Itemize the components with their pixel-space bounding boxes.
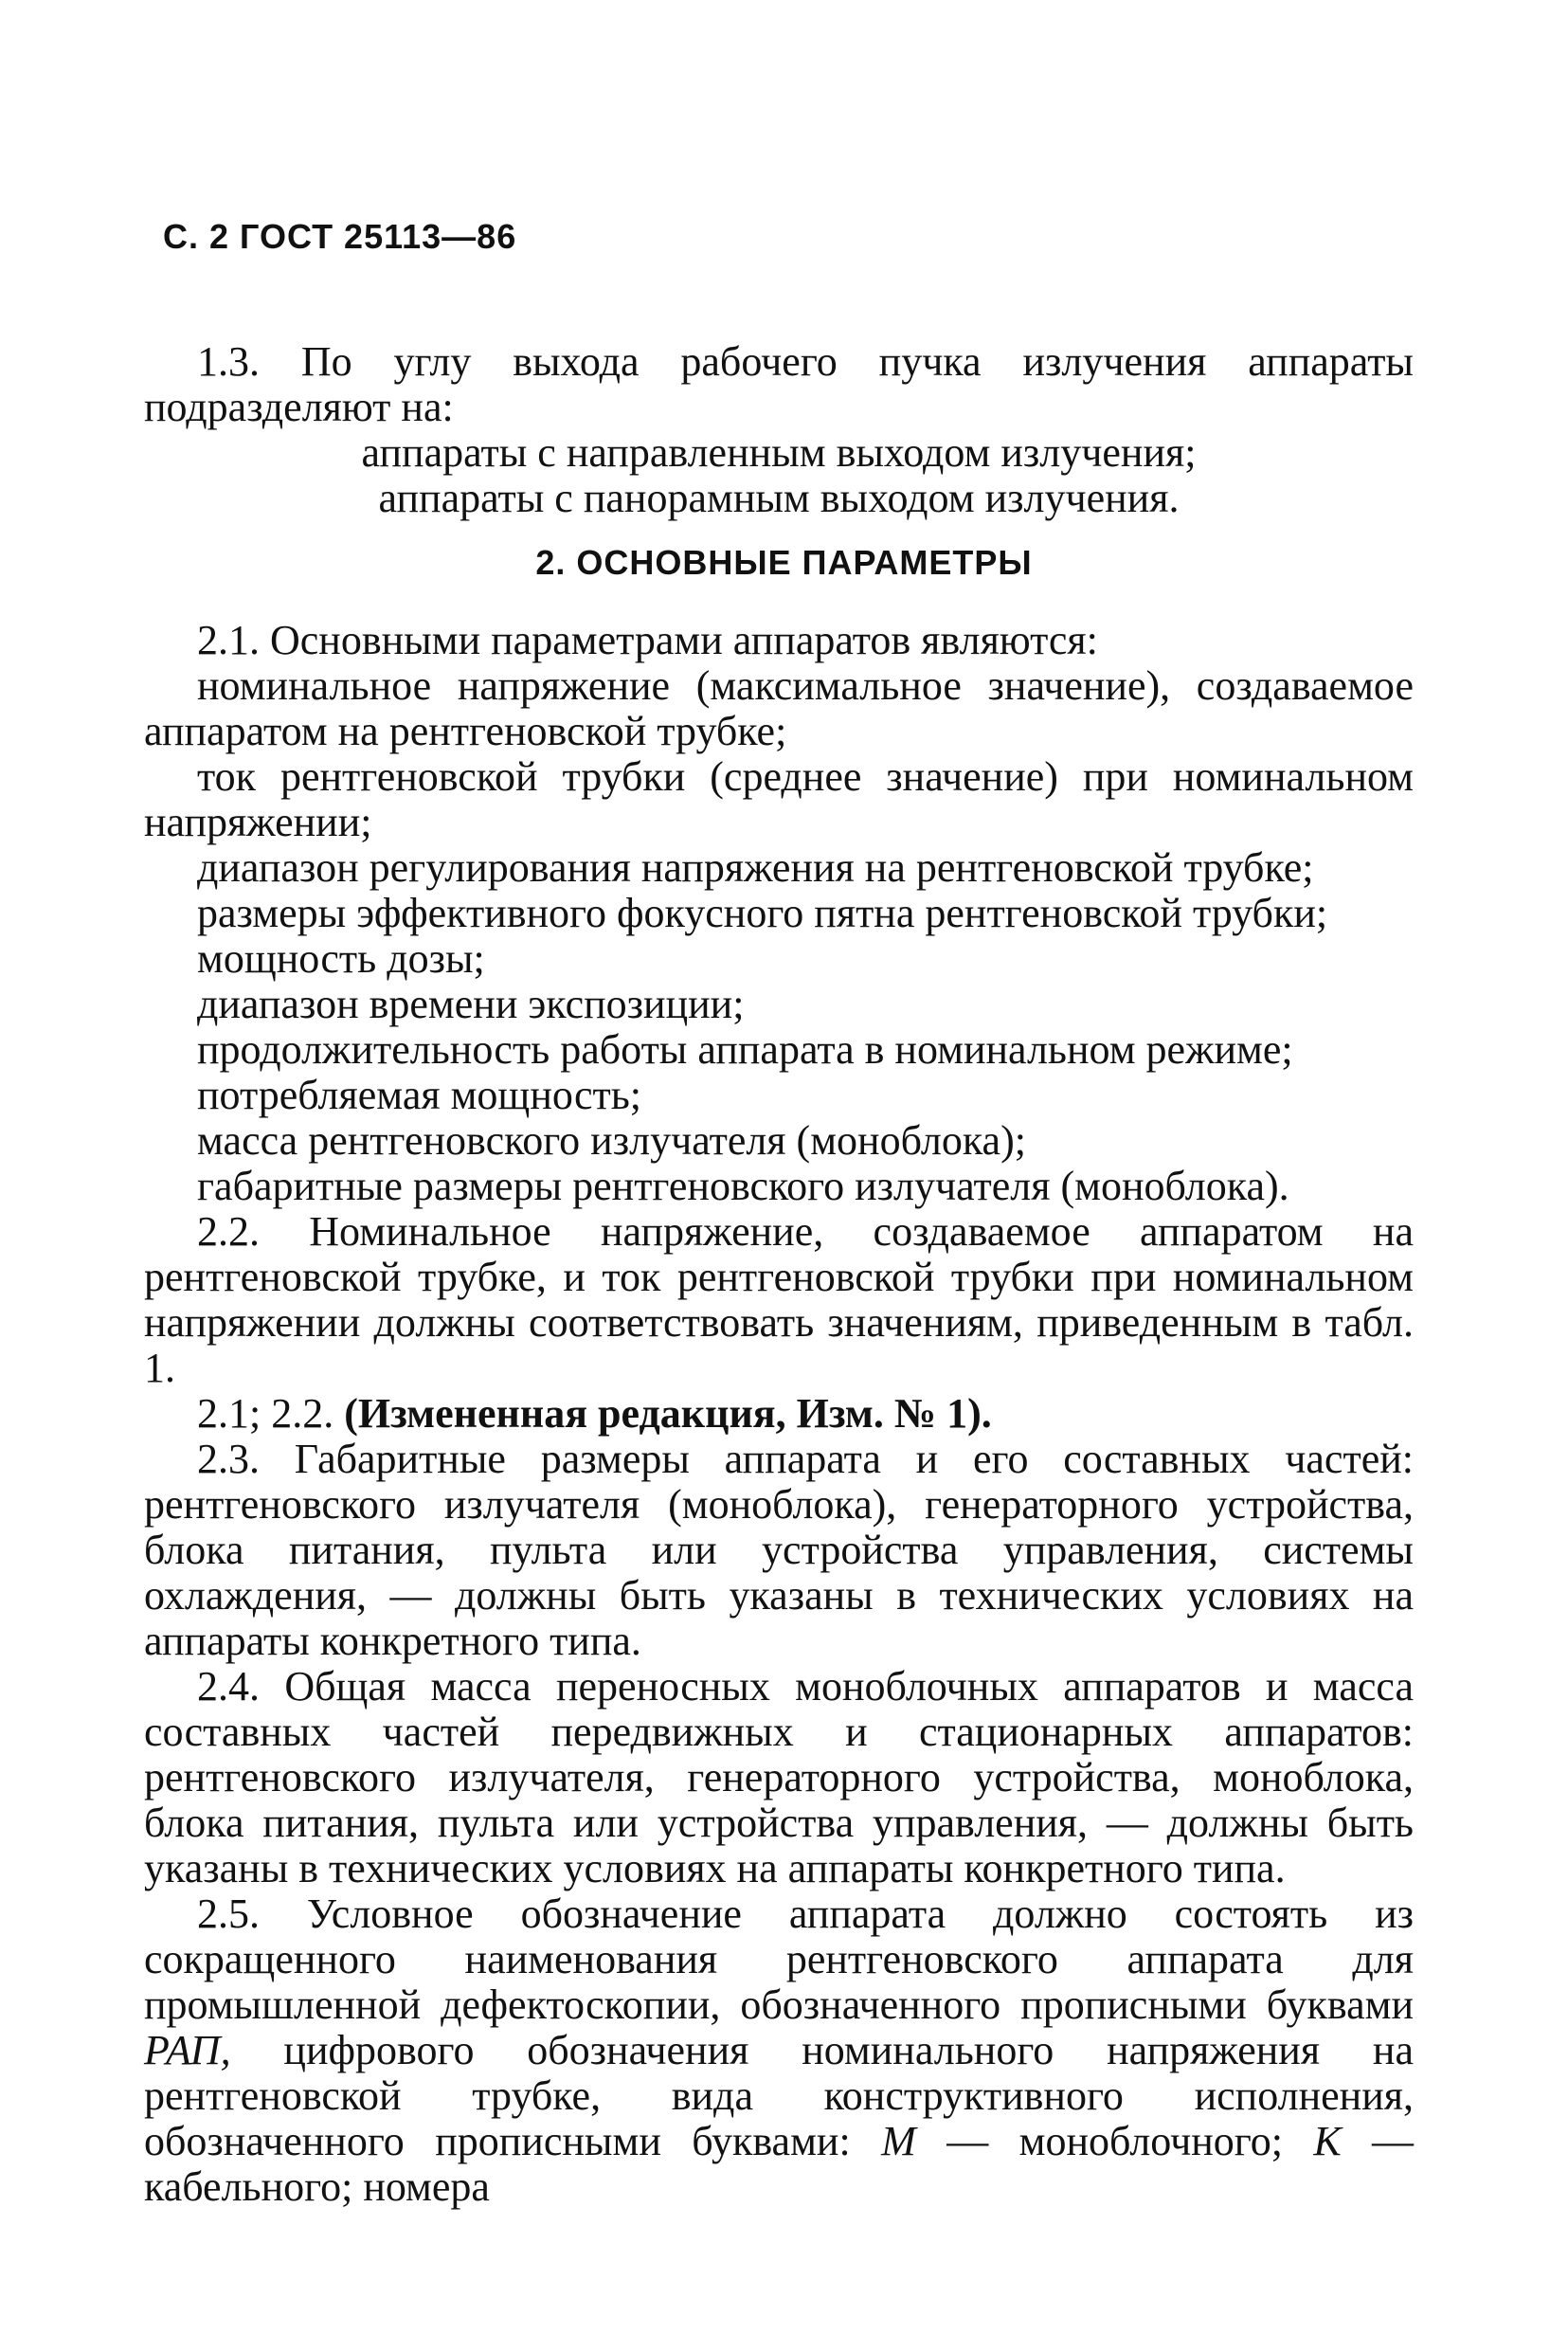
param-item: размеры эффективного фокусного пятна рентгеновской трубки; — [197, 890, 1328, 936]
paragraph-2-3: 2.3. Габаритные размеры аппарата и его составных частей: рентгеновского излучателя (моноблока), генераторного устройства, блока питания, пульта или устройства управления, системы охлаждения, — должны быть указаны в технических условиях на аппараты конкретного типа. — [144, 1436, 1414, 1664]
list-item: аппараты с панорамным выходом излучения. — [378, 475, 1180, 521]
amendment-note — [144, 1391, 1414, 1437]
paragraph-2-5 — [144, 1891, 1414, 2210]
p25-m-letter: М — [881, 2118, 916, 2164]
param-item: диапазон регулирования напряжения на рентгеновской трубке; — [197, 844, 1314, 891]
amendment-text: (Измененная редакция, Изм. № 1). — [344, 1390, 992, 1437]
page-header: С. 2 ГОСТ 25113—86 — [163, 217, 517, 256]
p25-text-c: — моноблочного; — [946, 2118, 1283, 2164]
p25-text-a: 2.5. Условное обозначение аппарата должно состоять из сокращенного наименования рентгеновского аппарата для промышленной дефектоскопии, обозначенного прописными буквами — [144, 1891, 1414, 2028]
section-2-body — [144, 618, 1414, 2210]
section-1-3 — [144, 339, 1414, 521]
list-item: аппараты с направленным выходом излучения; — [361, 429, 1197, 476]
p25-rap: РАП, — [144, 2027, 231, 2073]
paragraph-2-1: 2.1. Основными параметрами аппаратов являются: — [197, 617, 1098, 663]
amendment-prefix: 2.1; 2.2. — [197, 1390, 334, 1437]
param-item: диапазон времени экспозиции; — [197, 981, 745, 1027]
param-item: масса рентгеновского излучателя (моноблока); — [197, 1117, 1026, 1164]
paragraph-1-3: 1.3. По углу выхода рабочего пучка излучения аппараты подразделяют на: — [144, 338, 1414, 430]
param-item: потребляемая мощность; — [197, 1072, 642, 1118]
p25-text-d: — кабельного; номера — [144, 2118, 1415, 2210]
param-item: мощность дозы; — [197, 935, 485, 982]
p25-text-b: цифрового обозначения номинального напряжения на рентгеновской трубке, вида конструктивного исполнения, обозначенного прописными буквами: — [144, 2027, 1414, 2164]
param-item: габаритные размеры рентгеновского излучателя (моноблока). — [197, 1163, 1289, 1209]
p25-k-letter: К — [1313, 2118, 1342, 2164]
paragraph-2-4: 2.4. Общая масса переносных моноблочных аппаратов и масса составных частей передвижных и стационарных аппаратов: рентгеновского излучателя, генераторного устройства, моноблока, блока питания, пульта или устройства управления, — должны быть указаны в технических условиях на аппараты конкретного типа. — [144, 1663, 1414, 1891]
section-title: 2. ОСНОВНЫЕ ПАРАМЕТРЫ — [535, 543, 1033, 582]
param-item: продолжительность работы аппарата в номинальном режиме; — [197, 1026, 1293, 1073]
param-item: номинальное напряжение (максимальное значение), создаваемое аппаратом на рентгеновской трубке; — [144, 662, 1414, 754]
paragraph-2-2: 2.2. Номинальное напряжение, создаваемое аппаратом на рентгеновской трубке, и ток рентгеновской трубки при номинальном напряжении должны соответствовать значениям, приведенным в табл. 1. — [144, 1208, 1414, 1391]
param-item: ток рентгеновской трубки (среднее значение) при номинальном напряжении; — [144, 753, 1414, 845]
